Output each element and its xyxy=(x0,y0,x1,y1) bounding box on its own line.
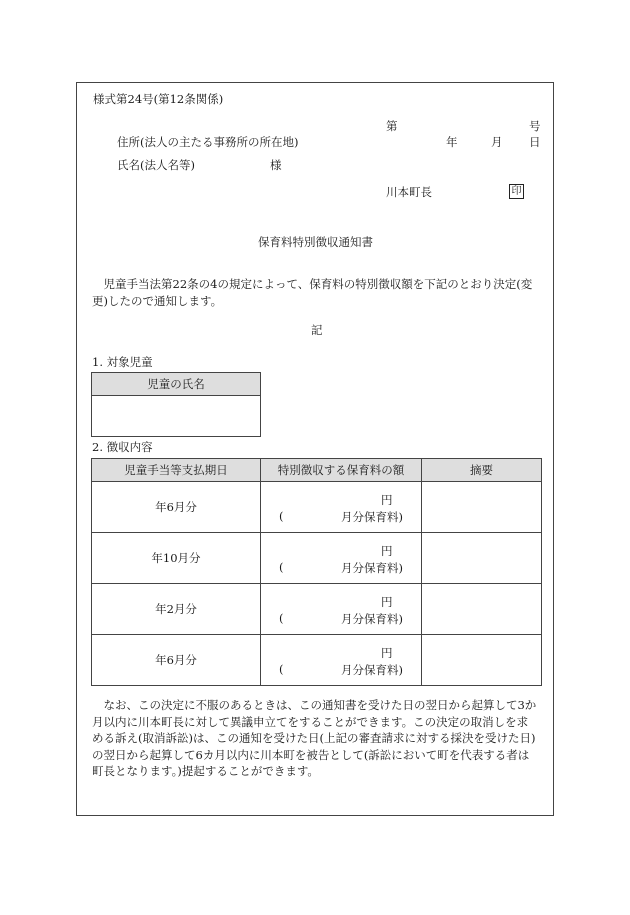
name-label: 氏名(法人名等) xyxy=(117,158,195,172)
payment-date-cell: 年10月分 xyxy=(92,533,261,584)
table-row xyxy=(92,533,542,584)
intro-paragraph: 児童手当法第22条の4の規定によって、保育料の特別徴収額を下記のとおり決定(変更)したので通知します。 xyxy=(92,277,533,308)
payment-date-cell: 年2月分 xyxy=(92,584,261,635)
table-row xyxy=(92,584,542,635)
ki-marker: 記 xyxy=(311,323,323,337)
child-name-header: 児童の氏名 xyxy=(92,373,261,396)
remarks-cell xyxy=(422,584,542,635)
header-remarks: 摘要 xyxy=(422,459,542,482)
paren-open: ( xyxy=(279,662,284,676)
fee-amount-cell xyxy=(261,635,422,686)
monthly-fee-label: 月分保育料) xyxy=(341,612,403,626)
doc-number-go: 号 xyxy=(529,119,541,133)
table-row xyxy=(92,635,542,686)
child-name-cell xyxy=(92,396,261,437)
issuer: 川本町長 xyxy=(386,185,432,199)
doc-number-dai: 第 xyxy=(386,119,398,133)
collection-table xyxy=(91,458,542,686)
yen-label: 円 xyxy=(381,595,393,609)
remarks-cell xyxy=(422,635,542,686)
child-name-table xyxy=(91,372,261,437)
fee-amount-cell xyxy=(261,533,422,584)
paren-open: ( xyxy=(279,509,284,523)
date-day: 日 xyxy=(529,135,541,149)
table-row xyxy=(92,482,542,533)
payment-date-cell: 年6月分 xyxy=(92,482,261,533)
document-title: 保育料特別徴収通知書 xyxy=(258,235,373,249)
paren-open: ( xyxy=(279,560,284,574)
yen-label: 円 xyxy=(381,493,393,507)
header-fee-amount: 特別徴収する保育料の額 xyxy=(261,459,422,482)
date-year: 年 xyxy=(446,135,458,149)
seal-mark: 印 xyxy=(509,184,524,199)
yen-label: 円 xyxy=(381,646,393,660)
monthly-fee-label: 月分保育料) xyxy=(341,663,403,677)
date-month: 月 xyxy=(491,135,503,149)
section-2-heading: 2. 徴収内容 xyxy=(92,440,153,454)
fee-amount-cell xyxy=(261,482,422,533)
monthly-fee-label: 月分保育料) xyxy=(341,510,403,524)
address-label: 住所(法人の主たる事務所の所在地) xyxy=(117,135,299,149)
header-payment-date: 児童手当等支払期日 xyxy=(92,459,261,482)
honorific-sama: 様 xyxy=(270,158,282,172)
remarks-cell xyxy=(422,482,542,533)
section-1-heading: 1. 対象児童 xyxy=(92,355,153,369)
fee-amount-cell xyxy=(261,584,422,635)
payment-date-cell: 年6月分 xyxy=(92,635,261,686)
yen-label: 円 xyxy=(381,544,393,558)
monthly-fee-label: 月分保育料) xyxy=(341,561,403,575)
remarks-cell xyxy=(422,533,542,584)
form-number: 様式第24号(第12条関係) xyxy=(93,92,224,106)
paren-open: ( xyxy=(279,611,284,625)
appeal-notice: なお、この決定に不服のあるときは、この通知書を受けた日の翌日から起算して3か月以内に川本町長に対して異議申立てをすることができます。この決定の取消しを求める訴え(取消訴訟)は、この通知を受けた日(上記の審査請求に対する採決を受けた日)の翌日から起算して6カ月以内に川本町を被告として(訴訟において町を代表する者は町長となります。)提起することができます。 xyxy=(92,698,537,778)
